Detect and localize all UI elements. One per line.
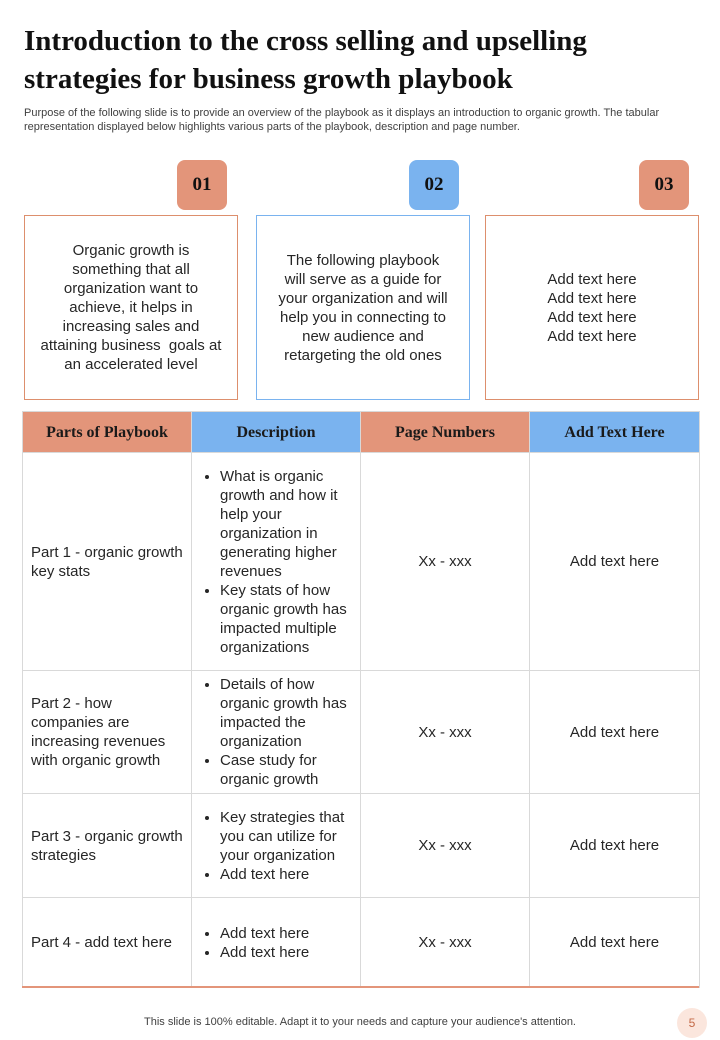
info-card-3 [485,215,699,400]
table-row [23,453,700,671]
card-line: your organization and will [278,289,448,307]
part-cell: Part 2 - how companies are increasing revenues with organic growth [23,671,192,794]
page-title: Introduction to the cross selling and upselling strategies for business growth playbook [24,25,587,95]
page-numbers-cell: Xx - xxx [361,671,530,794]
card-number-badge-2: 02 [409,160,459,210]
description-bullet: • Add text here [220,924,352,943]
table-bottom-divider [22,986,699,988]
page-numbers-cell: Xx - xxx [361,453,530,671]
table-header-row [23,412,700,453]
page-numbers-cell: Xx - xxx [361,898,530,988]
page-number-badge: 5 [677,1008,707,1038]
header-parts-of-playbook: Parts of Playbook [23,412,192,453]
card-line: Organic growth is [72,242,190,259]
card-line: help you in connecting to [280,308,446,326]
footer-note: This slide is 100% editable. Adapt it to your needs and capture your audience's attention. [144,1016,576,1028]
card-line: an accelerated level [64,356,198,373]
card-line: attaining business goals at [40,337,222,354]
description-cell [192,898,361,988]
table-row [23,898,700,988]
header-page-numbers: Page Numbers [361,412,530,453]
description-cell [192,794,361,898]
description-cell [192,671,361,794]
part-cell: Part 3 - organic growth strategies [23,794,192,898]
page-subtitle: Purpose of the following slide is to provide an overview of the playbook as it displays an introduction to organic growth. The tabular representation displayed below highlights various parts of the playbook, description and page number. [24,107,660,133]
add-text-cell: Add text here [530,453,700,671]
playbook-table [22,411,700,988]
description-bullet: • Case study for organic growth [220,751,352,789]
card-number-badge-1: 01 [177,160,227,210]
part-cell: Part 1 - organic growth key stats [23,453,192,671]
card-line: Add text here [547,327,637,345]
add-text-cell: Add text here [530,671,700,794]
add-text-cell: Add text here [530,898,700,988]
description-bullet: • Key stats of how organic growth has impacted multiple organizations [220,581,352,657]
add-text-cell: Add text here [530,794,700,898]
description-bullet: • What is organic growth and how it help your organization in generating higher revenues [220,467,352,581]
card-line: will serve as a guide for [284,270,442,288]
card-line: new audience and [302,327,424,345]
card-line: Add text here [547,270,637,288]
table-row [23,671,700,794]
info-card-1 [24,215,238,400]
part-cell: Part 4 - add text here [23,898,192,988]
card-line: retargeting the old ones [284,346,442,364]
card-line: organization want to [63,280,199,297]
card-line: The following playbook [286,251,440,269]
card-line: Add text here [547,289,637,307]
description-cell [192,453,361,671]
description-bullet: • Details of how organic growth has impacted the organization [220,675,352,751]
table-row [23,794,700,898]
header-add-text: Add Text Here [530,412,700,453]
card-line: Add text here [547,308,637,326]
info-card-2 [256,215,470,400]
card-line: achieve, it helps in [69,299,193,316]
header-description: Description [192,412,361,453]
card-line: something that all [72,261,190,278]
description-bullet: • Key strategies that you can utilize for your organization [220,808,352,865]
card-number-badge-3: 03 [639,160,689,210]
description-bullet: • Add text here [220,865,352,884]
card-line: increasing sales and [62,318,200,335]
page-numbers-cell: Xx - xxx [361,794,530,898]
description-bullet: • Add text here [220,943,352,962]
